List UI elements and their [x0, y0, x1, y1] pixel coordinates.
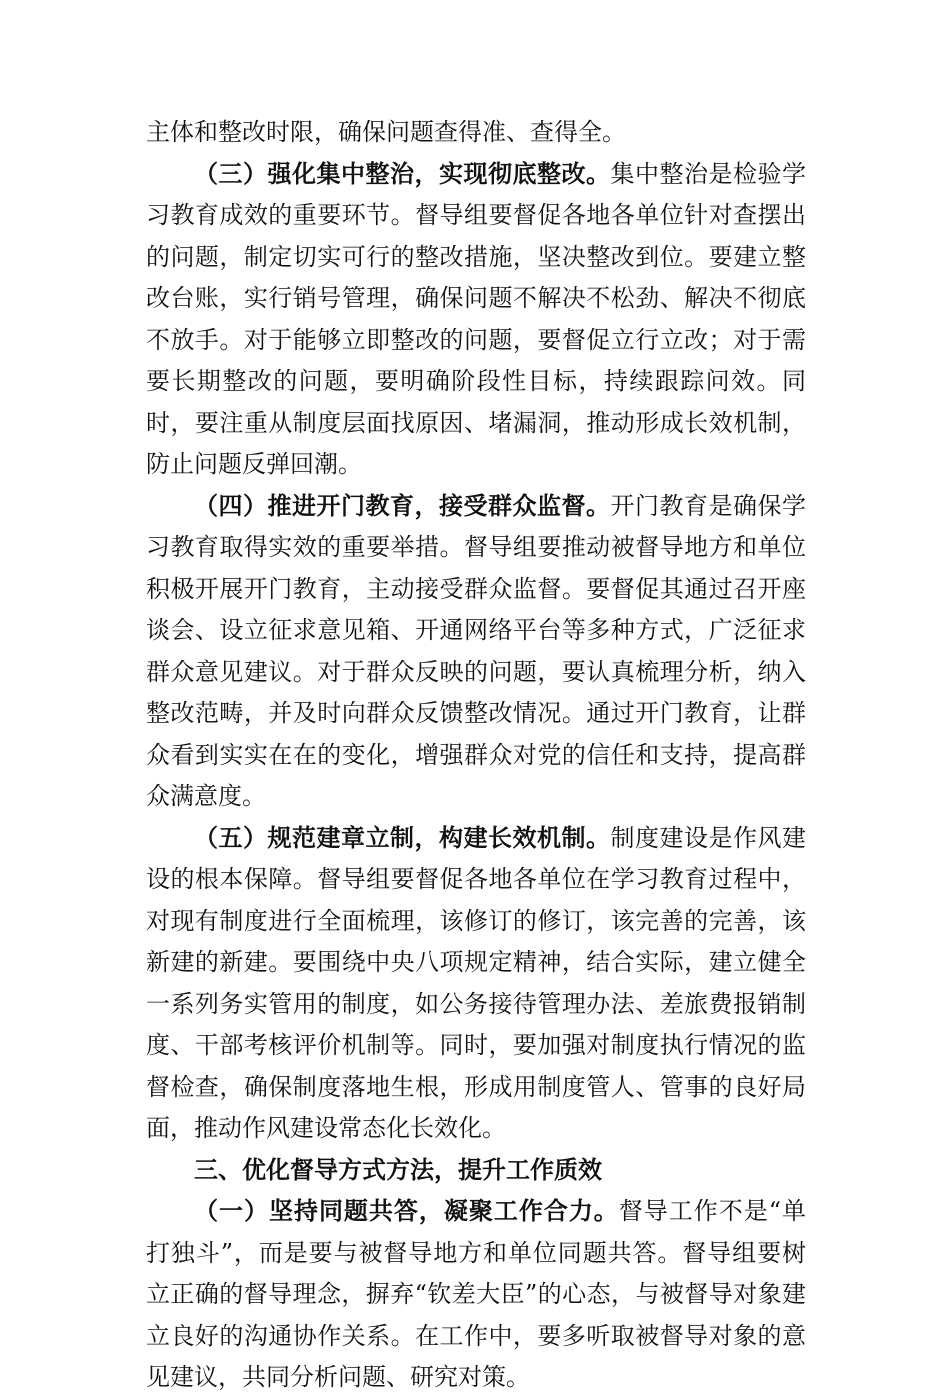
paragraph-section-2-3: [146, 154, 806, 486]
paragraph-section-2-5: [146, 818, 806, 1150]
paragraph-body-text: 开门教育是确保学习教育取得实效的重要举措。督导组要推动被督导地方和单位积极开展开门教育，主动接受群众监督。要督促其通过召开座谈会、设立征求意见箱、开通网络平台等多种方式，广泛征求群众意见建议。对于群众反映的问题，要认真梳理分析，纳入整改范畴，并及时向群众反馈整改情况。通过开门教育，让群众看到实实在在的变化，增强群众对党的信任和支持，提高群众满意度。: [146, 491, 806, 810]
paragraph-body-text: 集中整治是检验学习教育成效的重要环节。督导组要督促各地各单位针对查摆出的问题，制定切实可行的整改措施，坚决整改到位。要建立整改台账，实行销号管理，确保问题不解决不松劲、解决不彻底不放手。对于能够立即整改的问题，要督促立行立改；对于需要长期整改的问题，要明确阶段性目标，持续跟踪问效。同时，要注重从制度层面找原因、堵漏洞，推动形成长效机制，防止问题反弹回潮。: [146, 159, 806, 478]
continuation-paragraph: 主体和整改时限，确保问题查得准、查得全。: [146, 118, 626, 146]
paragraph-lead-heading: （四）推进开门教育，接受群众监督。: [194, 491, 611, 520]
paragraph-lead-heading: （一）坚持同题共答，凝聚工作合力。: [194, 1197, 619, 1225]
paragraph-section-3-1: [146, 1191, 806, 1399]
paragraph-section-2-4: [146, 486, 806, 818]
paragraph-lead-heading: （五）规范建章立制，构建长效机制。: [194, 823, 611, 852]
paragraph-body-text: 督导工作不是“单打独斗”，而是要与被督导地方和单位同题共答。督导组要树立正确的督导理念，摒弃“钦差大臣”的心态，与被督导对象建立良好的沟通协作关系。在工作中，要多听取被督导对象的意见建议，共同分析问题、研究对策。: [146, 1197, 806, 1391]
section-heading: 三、优化督导方式方法，提升工作质效: [194, 1155, 602, 1184]
document-body: [146, 112, 806, 1399]
paragraph-body-text: 制度建设是作风建设的根本保障。督导组要督促各地各单位在学习教育过程中，对现有制度进行全面梳理，该修订的修订，该完善的完善，该新建的新建。要围绕中央八项规定精神，结合实际，建立健全一系列务实管用的制度，如公务接待管理办法、差旅费报销制度、干部考核评价机制等。同时，要加强对制度执行情况的监督检查，确保制度落地生根，形成用制度管人、管事的良好局面，推动作风建设常态化长效化。: [146, 823, 806, 1142]
paragraph-lead-heading: （三）强化集中整治，实现彻底整改。: [194, 159, 611, 188]
